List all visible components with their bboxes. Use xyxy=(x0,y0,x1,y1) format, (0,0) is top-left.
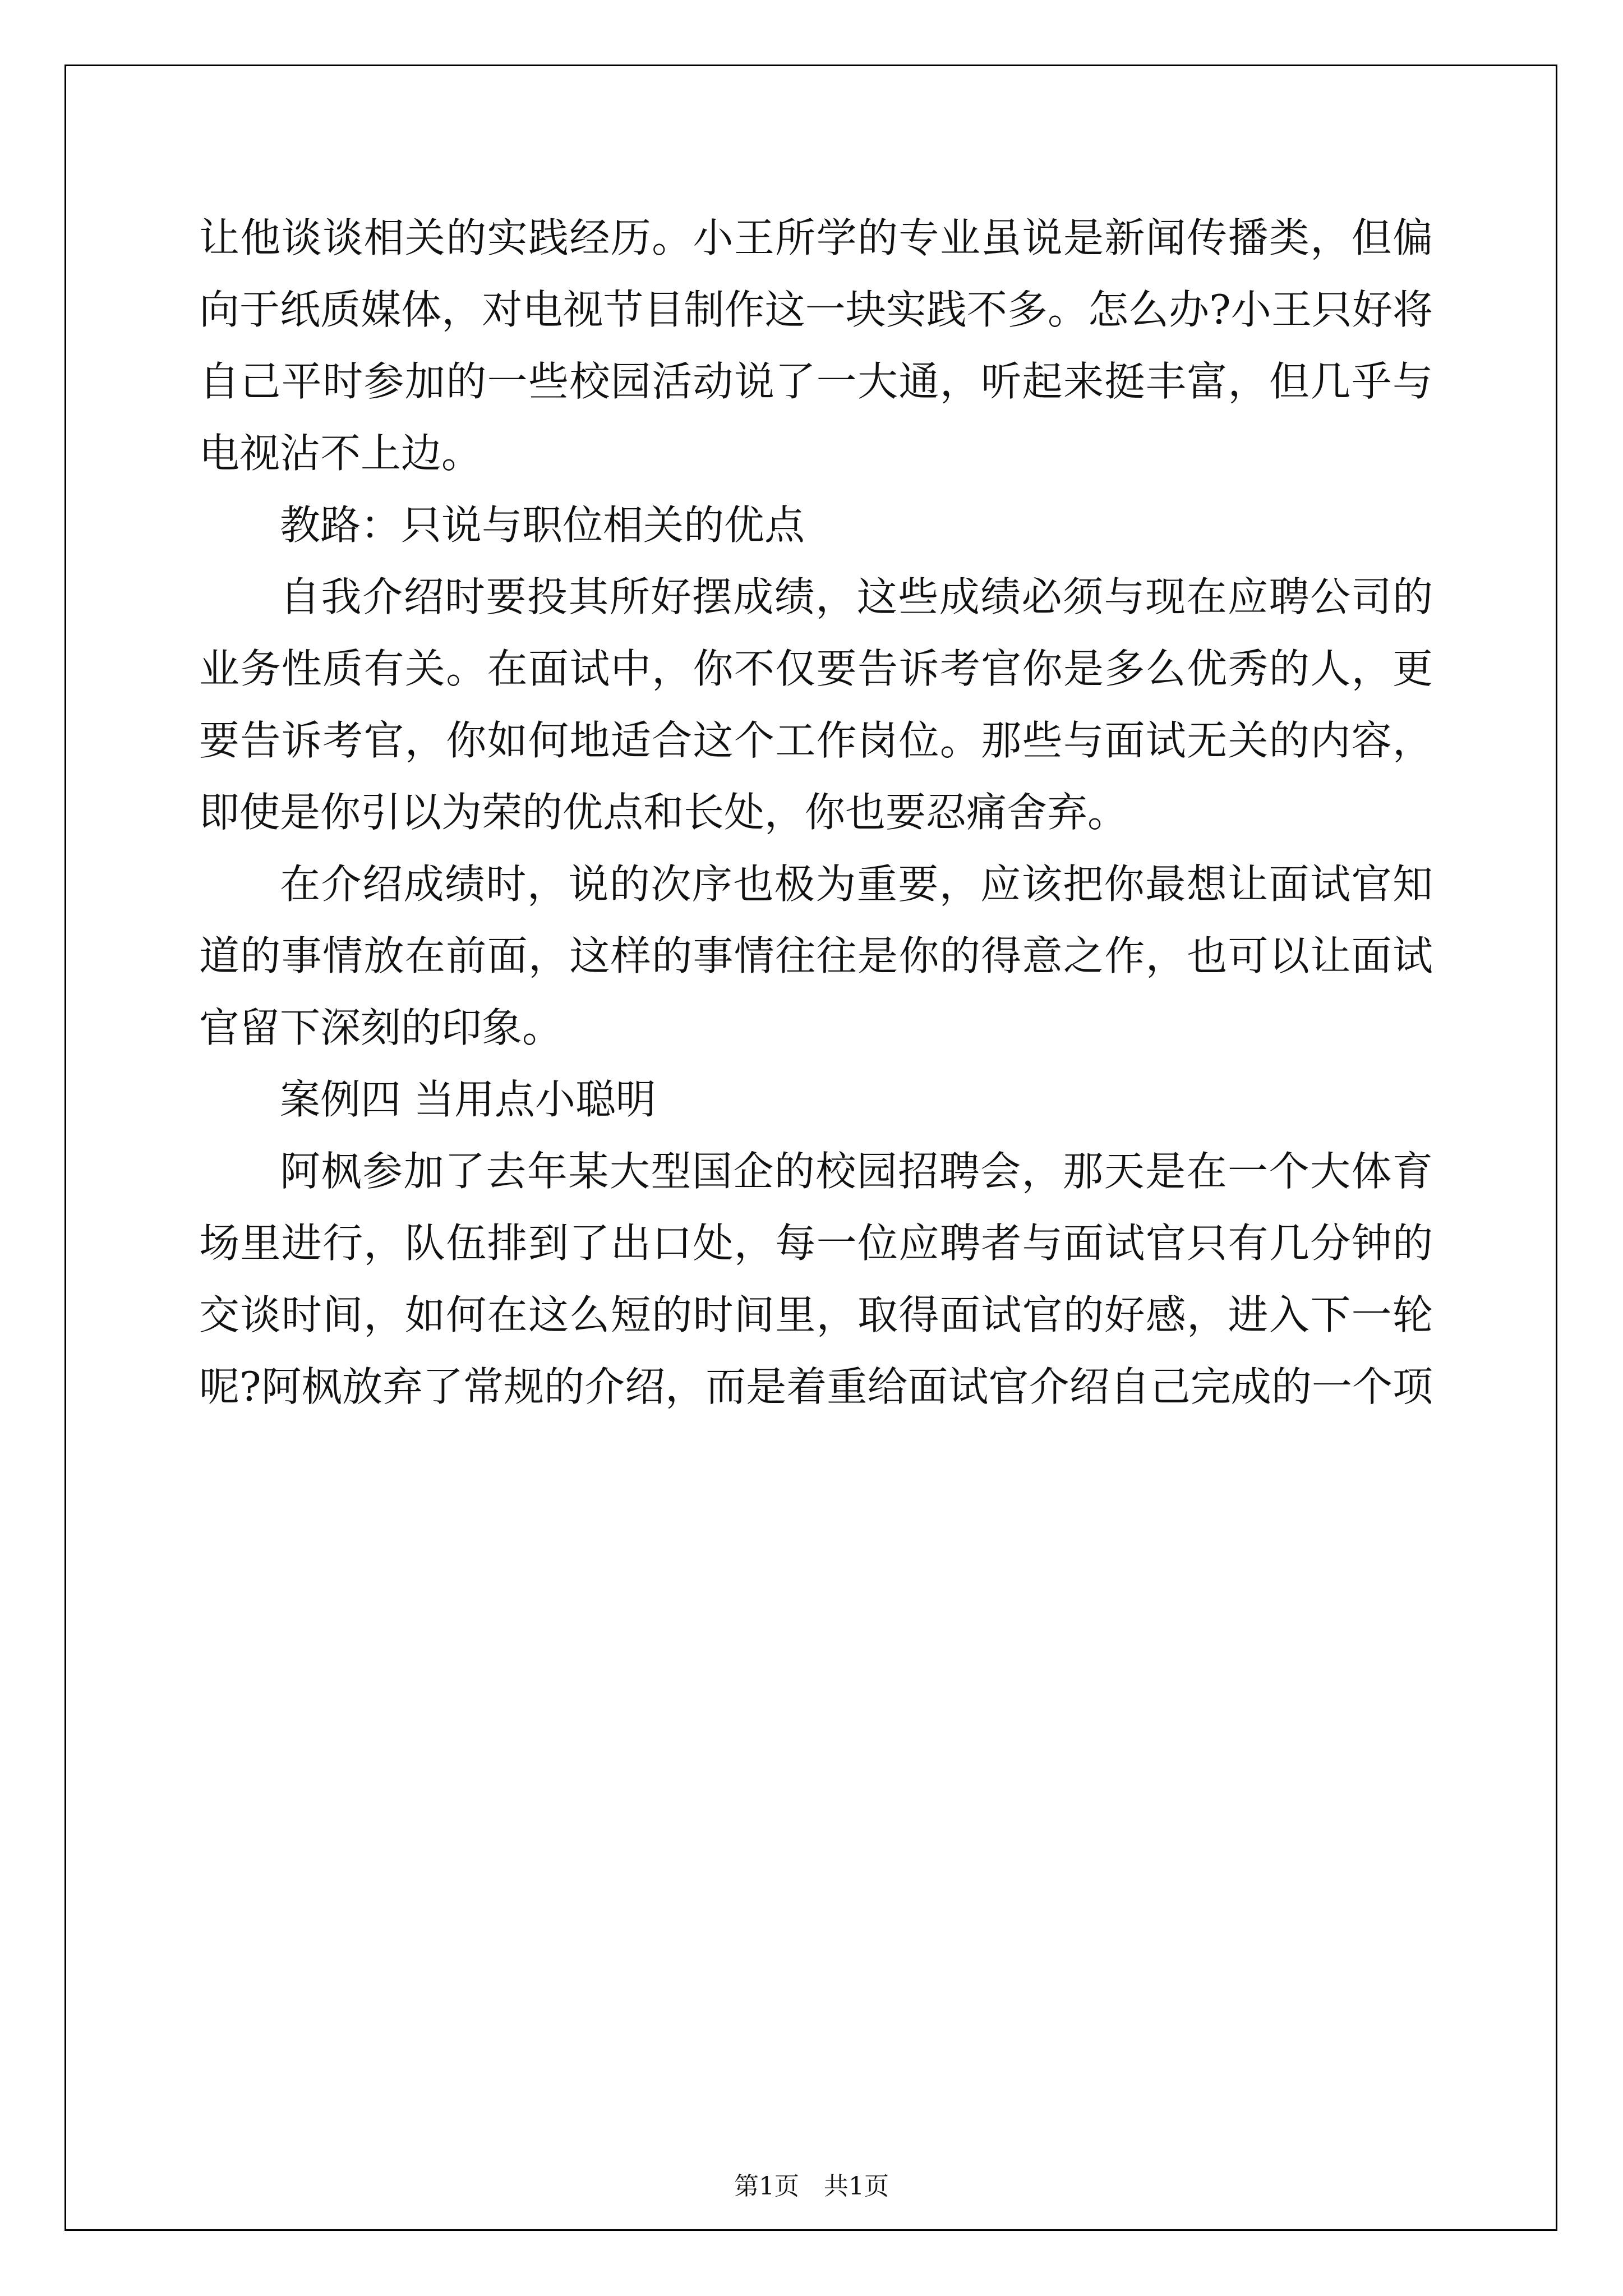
paragraph-line: 在介绍成绩时，说的次序也极为重要，应该把你最想让面试官知 xyxy=(280,861,1433,908)
paragraph-line: 自我介绍时要投其所好摆成绩，这些成绩必须与现在应聘公司的 xyxy=(280,573,1433,620)
page-number-footer: 第1页 共1页 xyxy=(734,2172,889,2201)
section-heading: 教路：只说与职位相关的优点 xyxy=(280,501,805,549)
paragraph-line: 让他谈谈相关的实践经历。小王所学的专业虽说是新闻传播类，但偏 xyxy=(199,214,1433,261)
paragraph-line: 向于纸质媒体，对电视节目制作这一块实践不多。怎么办?小王只好将 xyxy=(199,286,1433,333)
paragraph-line: 呢?阿枫放弃了常规的介绍，而是着重给面试官介绍自己完成的一个项 xyxy=(199,1363,1433,1410)
paragraph-line: 即使是你引以为荣的优点和长处，你也要忍痛舍弃。 xyxy=(199,789,1128,836)
paragraph-line: 自己平时参加的一些校园活动说了一大通，听起来挺丰富，但几乎与 xyxy=(199,358,1433,405)
section-heading: 案例四 当用点小聪明 xyxy=(280,1076,656,1123)
paragraph-line: 电视沾不上边。 xyxy=(199,430,482,477)
paragraph-line: 场里进行，队伍排到了出口处，每一位应聘者与面试官只有几分钟的 xyxy=(199,1220,1433,1267)
paragraph-line: 交谈时间，如何在这么短的时间里，取得面试官的好感，进入下一轮 xyxy=(199,1291,1433,1338)
paragraph-line: 官留下深刻的印象。 xyxy=(199,1004,563,1051)
paragraph-line: 阿枫参加了去年某大型国企的校园招聘会，那天是在一个大体育 xyxy=(280,1148,1433,1195)
paragraph-line: 要告诉考官，你如何地适合这个工作岗位。那些与面试无关的内容， xyxy=(199,717,1433,764)
paragraph-line: 道的事情放在前面，这样的事情往往是你的得意之作，也可以让面试 xyxy=(199,932,1433,979)
document-body xyxy=(199,202,1433,1423)
paragraph-line: 业务性质有关。在面试中，你不仅要告诉考官你是多么优秀的人，更 xyxy=(199,645,1433,692)
